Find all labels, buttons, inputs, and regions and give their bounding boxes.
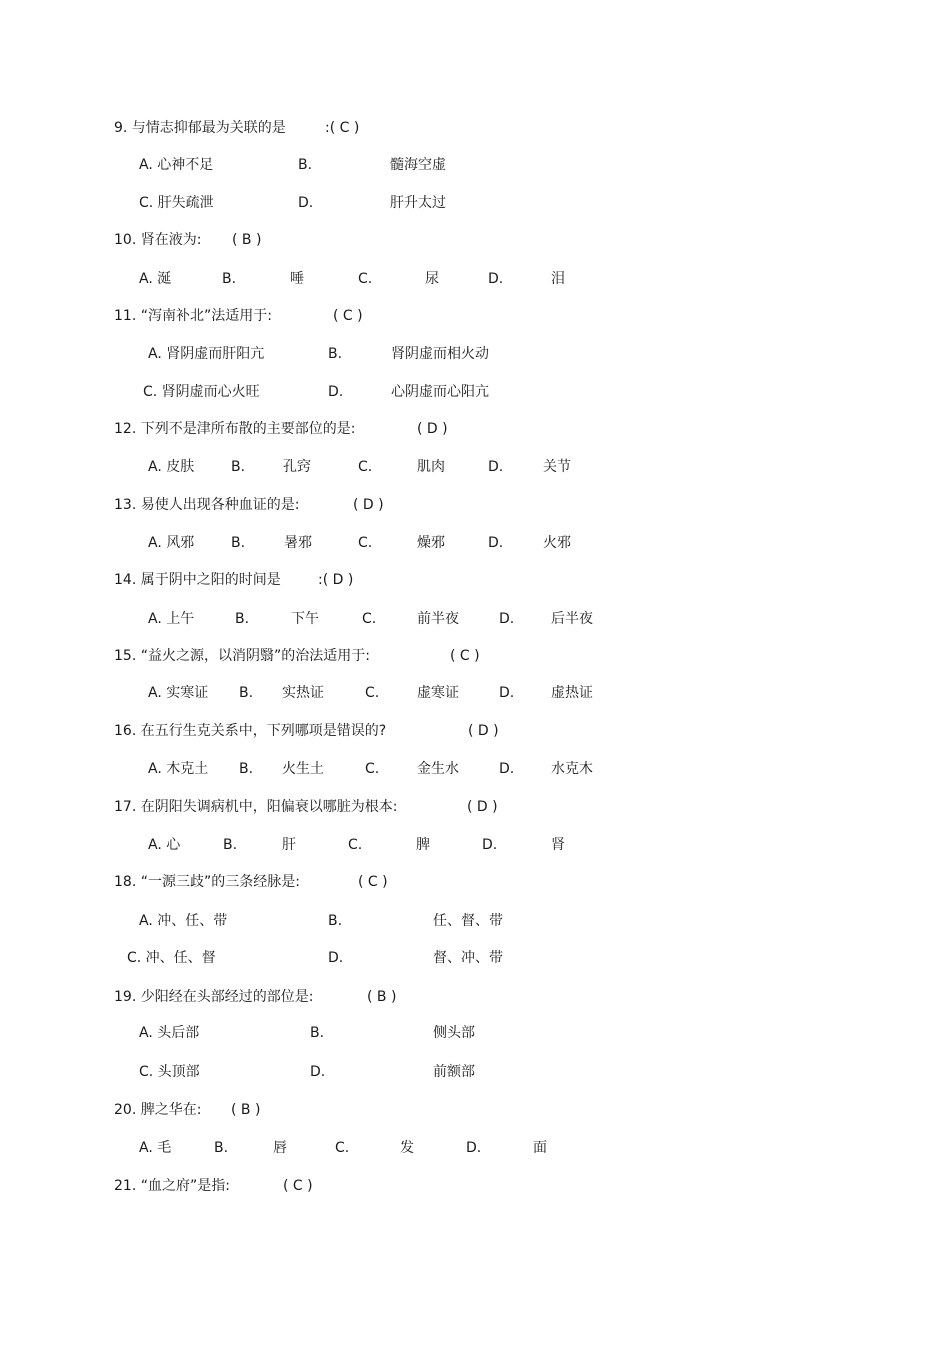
option-text: C. (335, 1140, 350, 1156)
option-text: B. (231, 535, 246, 551)
option-text: 肌肉 (417, 459, 445, 475)
option-text: 心阴虚而心阳亢 (391, 384, 489, 400)
option-text: A. 木克土 (148, 761, 209, 777)
option-text: D. (466, 1140, 482, 1156)
option-text: A. 心 (148, 837, 181, 853)
option-text: C. (365, 685, 380, 701)
question-stem: 10. 肾在液为: (114, 232, 202, 248)
question-stem: 13. 易使人出现各种血证的是: (114, 497, 300, 513)
option-text: A. 涎 (139, 271, 172, 287)
option-text: 前额部 (433, 1064, 475, 1080)
option-text: D. (499, 611, 515, 627)
option-text: C. (358, 535, 373, 551)
option-text: D. (488, 535, 504, 551)
question-stem: 17. 在阴阳失调病机中，阳偏衰以哪脏为根本: (114, 799, 398, 815)
answer-key: ( C ) (333, 308, 363, 324)
option-text: D. (482, 837, 498, 853)
option-text: B. (235, 611, 250, 627)
option-text: C. 肾阴虚而心火旺 (143, 384, 260, 400)
option-text: C. (358, 271, 373, 287)
option-text: B. (214, 1140, 229, 1156)
question-stem: 14. 属于阴中之阳的时间是 (114, 572, 281, 588)
option-text: 任、督、带 (433, 913, 503, 929)
option-text: 火生土 (282, 761, 324, 777)
option-text: 水克木 (551, 761, 593, 777)
answer-key: ( D ) (467, 799, 498, 815)
question-stem: 16. 在五行生克关系中，下列哪项是错误的? (114, 723, 387, 739)
option-text: 面 (533, 1140, 547, 1156)
option-text: 发 (400, 1140, 414, 1156)
option-text: 髓海空虚 (390, 157, 446, 173)
answer-key: ( C ) (450, 648, 480, 664)
option-text: D. (310, 1064, 326, 1080)
option-text: A. 皮肤 (148, 459, 195, 475)
question-stem: 12. 下列不是津所布散的主要部位的是: (114, 421, 356, 437)
answer-key: ( B ) (367, 989, 397, 1005)
option-text: D. (328, 950, 344, 966)
option-text: 肾 (551, 837, 565, 853)
option-text: 前半夜 (417, 611, 459, 627)
option-text: 唇 (273, 1140, 287, 1156)
option-text: 侧头部 (433, 1025, 475, 1041)
option-text: 暑邪 (284, 535, 312, 551)
option-text: 肝 (282, 837, 296, 853)
option-text: 尿 (425, 271, 439, 287)
option-text: A. 心神不足 (139, 157, 214, 173)
answer-key: ( B ) (232, 232, 262, 248)
option-text: 后半夜 (551, 611, 593, 627)
option-text: B. (222, 271, 237, 287)
option-text: 实热证 (282, 685, 324, 701)
option-text: 下午 (291, 611, 319, 627)
option-text: D. (328, 384, 344, 400)
option-text: A. 风邪 (148, 535, 195, 551)
option-text: 金生水 (417, 761, 459, 777)
option-text: B. (328, 913, 343, 929)
option-text: D. (488, 271, 504, 287)
option-text: 孔窍 (283, 459, 311, 475)
option-text: A. 头后部 (139, 1025, 200, 1041)
answer-key: ( C ) (358, 874, 388, 890)
option-text: C. 肝失疏泄 (139, 195, 214, 211)
option-text: C. (348, 837, 363, 853)
option-text: 火邪 (543, 535, 571, 551)
option-text: 肝升太过 (390, 195, 446, 211)
answer-key: :( D ) (318, 572, 354, 588)
option-text: B. (231, 459, 246, 475)
question-stem: 11. “泻南补北”法适用于: (114, 308, 272, 324)
question-stem: 9. 与情志抑郁最为关联的是 (114, 120, 286, 136)
option-text: D. (499, 761, 515, 777)
option-text: A. 肾阴虚而肝阳亢 (148, 346, 265, 362)
option-text: B. (298, 157, 313, 173)
option-text: C. (362, 611, 377, 627)
answer-key: ( D ) (468, 723, 499, 739)
option-text: B. (328, 346, 343, 362)
option-text: C. 头顶部 (139, 1064, 200, 1080)
option-text: A. 实寒证 (148, 685, 209, 701)
option-text: B. (239, 761, 254, 777)
option-text: C. 冲、任、督 (127, 950, 216, 966)
option-text: 肾阴虚而相火动 (391, 346, 489, 362)
question-stem: 19. 少阳经在头部经过的部位是: (114, 989, 314, 1005)
option-text: A. 冲、任、带 (139, 913, 228, 929)
question-stem: 15. “益火之源，以消阴翳”的治法适用于: (114, 648, 370, 664)
option-text: 燥邪 (417, 535, 445, 551)
option-text: B. (223, 837, 238, 853)
answer-key: ( D ) (353, 497, 384, 513)
option-text: 督、冲、带 (433, 950, 503, 966)
answer-key: ( D ) (417, 421, 448, 437)
option-text: 关节 (543, 459, 571, 475)
option-text: A. 毛 (139, 1140, 172, 1156)
option-text: D. (499, 685, 515, 701)
question-stem: 20. 脾之华在: (114, 1102, 202, 1118)
answer-key: :( C ) (325, 120, 360, 136)
option-text: 虚热证 (551, 685, 593, 701)
question-stem: 21. “血之府”是指: (114, 1178, 230, 1194)
option-text: C. (358, 459, 373, 475)
option-text: B. (310, 1025, 325, 1041)
option-text: D. (488, 459, 504, 475)
option-text: 泪 (551, 271, 565, 287)
option-text: A. 上午 (148, 611, 195, 627)
answer-key: ( C ) (283, 1178, 313, 1194)
option-text: D. (298, 195, 314, 211)
answer-key: ( B ) (231, 1102, 261, 1118)
question-stem: 18. “一源三歧”的三条经脉是: (114, 874, 300, 890)
option-text: C. (365, 761, 380, 777)
option-text: 脾 (416, 837, 430, 853)
option-text: B. (239, 685, 254, 701)
option-text: 虚寒证 (417, 685, 459, 701)
option-text: 唾 (290, 271, 304, 287)
